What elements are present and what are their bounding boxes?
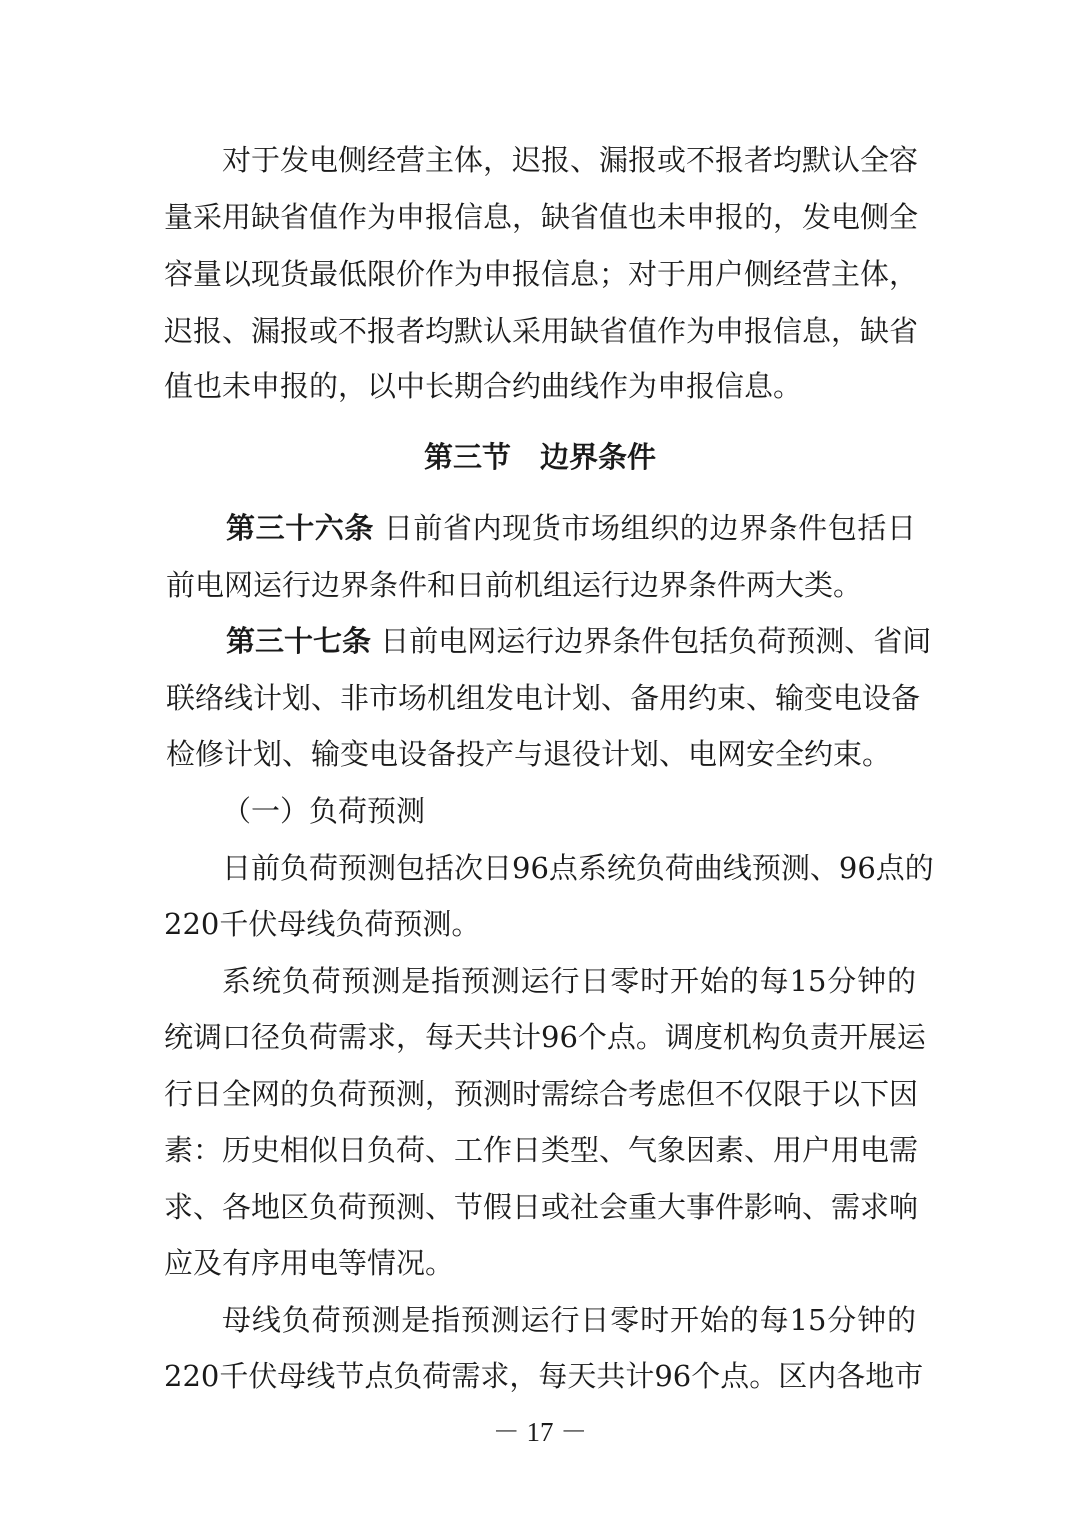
paragraph2-line-1: 日前负荷预测包括次日96点系统负荷曲线预测、96点的 (222, 851, 934, 885)
paragraph3-line-2: 统调口径负荷需求，每天共计96个点。调度机构负责开展运 (164, 1020, 926, 1054)
page-number: － 17 － (492, 1417, 588, 1447)
paragraph1-line-1: 对于发电侧经营主体，迟报、漏报或不报者均默认全容 (222, 143, 919, 177)
paragraph3-line-1: 系统负荷预测是指预测运行日零时开始的每15分钟的 (222, 964, 916, 998)
article37-line-3: 检修计划、输变电设备投产与退役计划、电网安全约束。 (166, 737, 892, 771)
paragraph3-line-6: 应及有序用电等情况。 (164, 1246, 455, 1280)
paragraph1-line-5: 值也未申报的，以中长期合约曲线作为申报信息。 (164, 369, 803, 403)
article37-line-1 (226, 621, 932, 661)
article37-line-2: 联络线计划、非市场机组发电计划、备用约束、输变电设备 (166, 681, 921, 715)
article36-line1-text: 日前省内现货市场组织的边界条件包括日 (374, 511, 916, 545)
paragraph4-line-2: 220千伏母线节点负荷需求，每天共计96个点。区内各地市 (164, 1359, 924, 1393)
paragraph2-line-2: 220千伏母线负荷预测。 (164, 907, 481, 941)
paragraph1-line-4: 迟报、漏报或不报者均默认采用缺省值作为申报信息，缺省 (164, 314, 919, 348)
article36-line-1 (226, 508, 916, 548)
section-title: 第三节 边界条件 (423, 440, 656, 474)
paragraph3-line-5: 求、各地区负荷预测、节假日或社会重大事件影响、需求响 (164, 1190, 919, 1224)
paragraph1-line-2: 量采用缺省值作为申报信息，缺省值也未申报的，发电侧全 (164, 200, 919, 234)
paragraph3-line-4: 素：历史相似日负荷、工作日类型、气象因素、用户用电需 (164, 1133, 919, 1167)
paragraph1-line-3: 容量以现货最低限价作为申报信息；对于用户侧经营主体， (164, 257, 919, 291)
paragraph3-line-3: 行日全网的负荷预测，预测时需综合考虑但不仅限于以下因 (164, 1077, 919, 1111)
article37-label: 第三十七条 (226, 624, 372, 658)
article36-label: 第三十六条 (226, 511, 374, 545)
paragraph4-line-1: 母线负荷预测是指预测运行日零时开始的每15分钟的 (222, 1303, 916, 1337)
subheading-load-forecast: （一）负荷预测 (222, 794, 426, 828)
article37-line1-text: 日前电网运行边界条件包括负荷预测、省间 (371, 624, 932, 658)
article36-line-2: 前电网运行边界条件和日前机组运行边界条件两大类。 (166, 568, 863, 602)
